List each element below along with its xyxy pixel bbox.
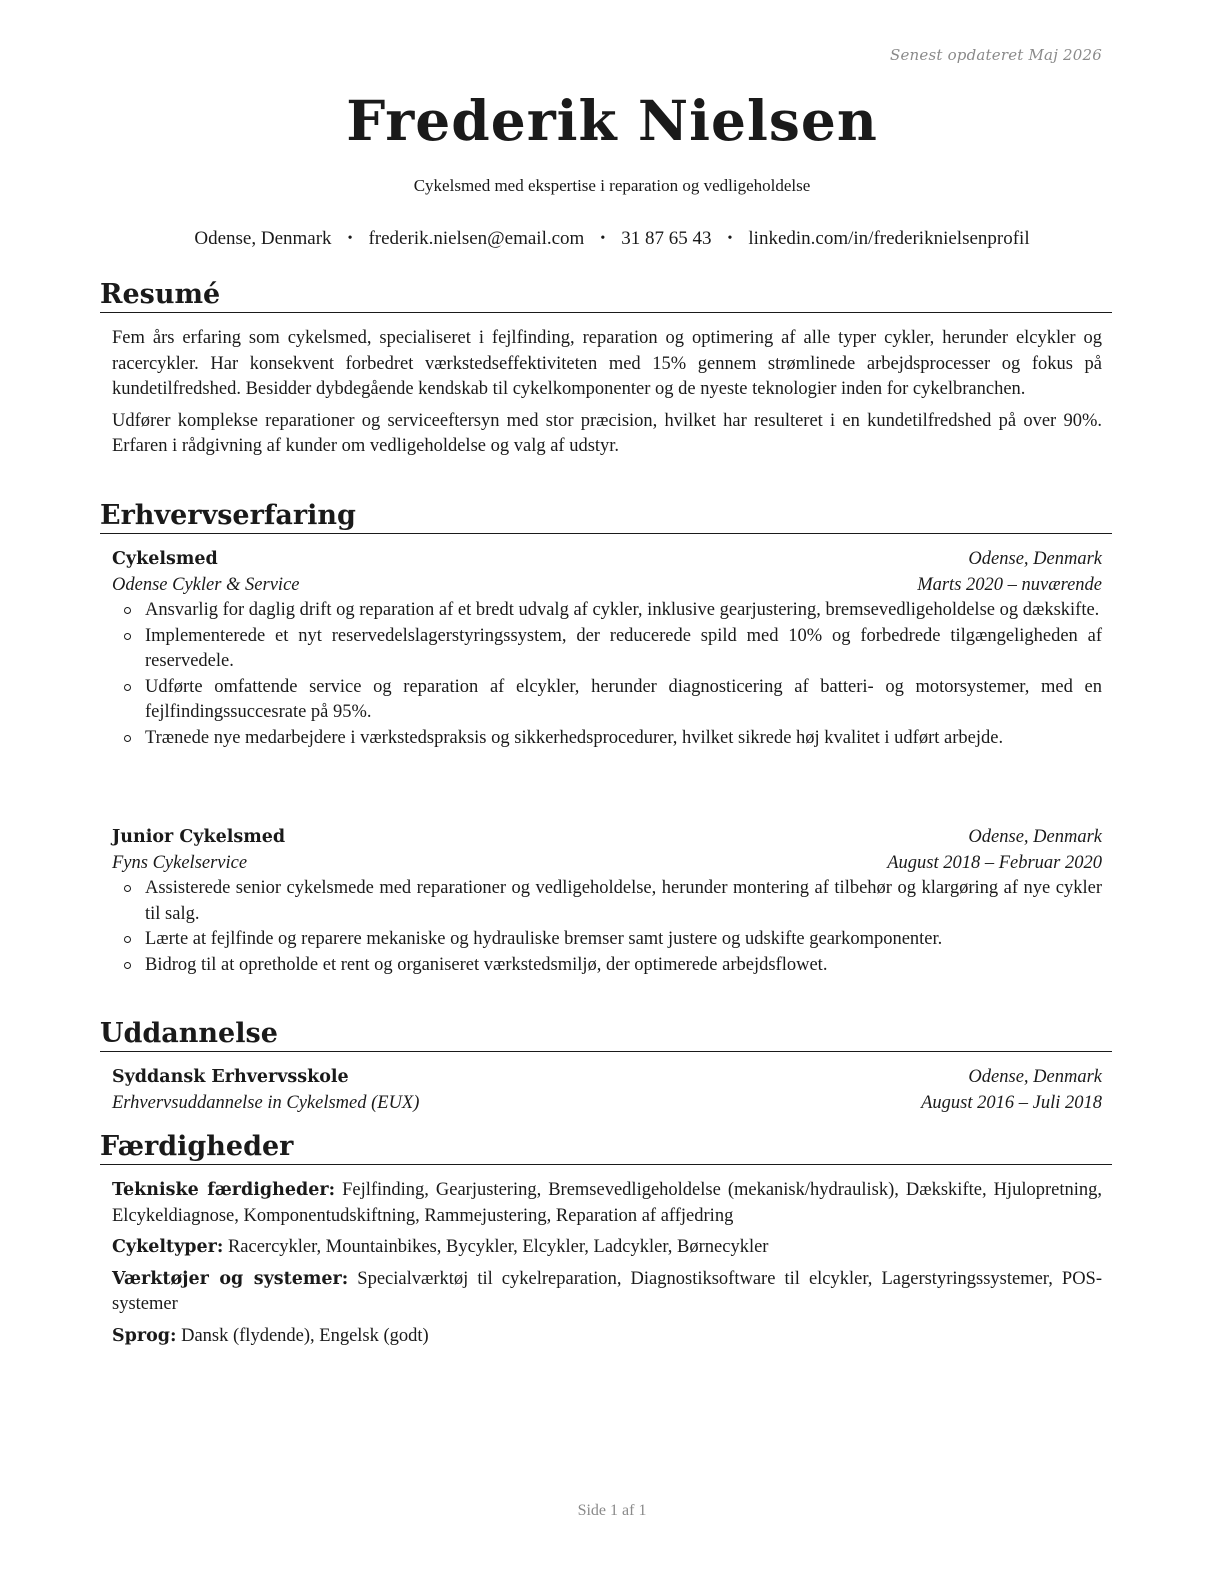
education-entry bbox=[112, 1065, 1102, 1116]
bullet-circle-icon bbox=[124, 633, 131, 640]
skill-group-label: Cykeltyper: bbox=[112, 1237, 224, 1257]
skill-group-value: Specialværktøj til cykelreparation, Diagnostiksoftware til elcykler, Lagerstyringssystemer, POS-systemer bbox=[112, 1268, 1102, 1314]
education-location: Odense, Denmark bbox=[968, 1067, 1102, 1087]
job-dates: August 2018 – Februar 2020 bbox=[887, 852, 1102, 873]
summary-paragraph: Fem års erfaring som cykelsmed, specialiseret i fejlfinding, reparation og optimering af alle typer cykler, herunder elcykler og racercykler. Har konsekvent forbedret værkstedseffektiviteten med 15% gennem strømlinede arbejdsprocesser og fokus på kundetilfredshed. Besidder dybdegående kendskab til cykelkomponenter og de nyeste teknologier inden for cykelbranchen. bbox=[112, 328, 1102, 399]
contact-email[interactable]: frederik.nielsen@email.com bbox=[368, 228, 585, 249]
skill-group-label: Sprog: bbox=[112, 1325, 177, 1346]
skill-group-value: Racercykler, Mountainbikes, Bycykler, Elcykler, Ladcykler, Børnecykler bbox=[227, 1237, 769, 1257]
education-degree: Erhvervsuddannelse in Cykelsmed (EUX) bbox=[112, 1092, 420, 1113]
skill-group-value: Dansk (flydende), Engelsk (godt) bbox=[181, 1325, 429, 1346]
job-role: Cykelsmed bbox=[112, 549, 218, 569]
page-number: Side 1 af 1 bbox=[577, 1502, 647, 1519]
bullet-text: Ansvarlig for daglig drift og reparation af et bredt udvalg af cykler, inklusive gearjustering, bremsevedligeholdelse og dækskifte. bbox=[145, 600, 1100, 620]
job-role: Junior Cykelsmed bbox=[112, 827, 286, 847]
contact-location: Odense, Denmark bbox=[194, 228, 332, 249]
bullet-circle-icon bbox=[124, 684, 131, 691]
section-title-experience: Erhvervserfaring bbox=[100, 499, 1112, 534]
skill-group bbox=[112, 1178, 1102, 1229]
summary-paragraph: Udfører komplekse reparationer og serviceeftersyn med stor præcision, hvilket har resulteret i en kundetilfredshed på over 90%. Erfaren i rådgivning af kunder om vedligeholdelse og valg af udstyr. bbox=[112, 410, 1102, 456]
list-item bbox=[112, 675, 1102, 726]
job-location: Odense, Denmark bbox=[968, 827, 1102, 847]
skill-group-label: Tekniske færdigheder: bbox=[112, 1180, 336, 1200]
job-entry bbox=[112, 547, 1102, 751]
bullet-text: Lærte at fejlfinde og reparere mekaniske og hydrauliske bremser samt justere og udskifte gearkomponenter. bbox=[145, 929, 943, 949]
section-title-education: Uddannelse bbox=[100, 1017, 1112, 1052]
skills-list bbox=[112, 1178, 1102, 1355]
bullet-text: Implementerede et nyt reservedelslagerstyringssystem, der reducerede spild med 10% og forbedrede tilgængeligheden af reservedele. bbox=[145, 625, 1102, 671]
job-company: Odense Cykler & Service bbox=[112, 574, 300, 595]
tagline: Cykelsmed med ekspertise i reparation og vedligeholdelse bbox=[413, 176, 811, 195]
list-item bbox=[112, 598, 1102, 624]
bullet-circle-icon bbox=[124, 962, 131, 969]
education-school: Syddansk Erhvervsskole bbox=[112, 1067, 349, 1087]
skill-group bbox=[112, 1235, 1102, 1261]
list-item bbox=[112, 953, 1102, 979]
contact-line bbox=[0, 228, 1224, 250]
job-dates: Marts 2020 – nuværende bbox=[917, 574, 1102, 595]
bullet-circle-icon bbox=[124, 936, 131, 943]
education-dates: August 2016 – Juli 2018 bbox=[921, 1092, 1102, 1113]
section-title-skills: Færdigheder bbox=[100, 1130, 1112, 1165]
bullet-circle-icon bbox=[124, 735, 131, 742]
candidate-name: Frederik Nielsen bbox=[346, 88, 878, 153]
list-item bbox=[112, 876, 1102, 927]
bullet-circle-icon bbox=[124, 885, 131, 892]
job-bullets bbox=[112, 876, 1102, 978]
separator-bullet: • bbox=[727, 231, 733, 246]
list-item bbox=[112, 927, 1102, 953]
bullet-text: Bidrog til at opretholde et rent og organiseret værkstedsmiljø, der optimerede arbejdsflowet. bbox=[145, 954, 828, 975]
job-bullets bbox=[112, 598, 1102, 751]
contact-linkedin[interactable]: linkedin.com/in/frederiknielsenprofil bbox=[748, 228, 1030, 249]
bullet-text: Udførte omfattende service og reparation af elcykler, herunder diagnosticering af batteri- og motorsystemer, med en fejlfindingssuccesrate på 95%. bbox=[145, 676, 1102, 722]
section-title-summary: Resumé bbox=[100, 278, 1112, 313]
skill-group-label: Værktøjer og systemer: bbox=[112, 1268, 349, 1289]
last-updated: Senest opdateret Maj 2026 bbox=[889, 46, 1102, 64]
skill-group bbox=[112, 1267, 1102, 1318]
skill-group bbox=[112, 1324, 1102, 1350]
separator-bullet: • bbox=[600, 231, 606, 246]
job-company: Fyns Cykelservice bbox=[112, 852, 248, 873]
bullet-text: Assisterede senior cykelsmede med reparationer og vedligeholdelse, herunder montering af tilbehør og klargøring af nye cykler til salg. bbox=[145, 878, 1102, 924]
bullet-circle-icon bbox=[124, 607, 131, 614]
separator-bullet: • bbox=[347, 231, 353, 246]
contact-phone: 31 87 65 43 bbox=[621, 228, 712, 249]
job-entry bbox=[112, 825, 1102, 978]
summary-text bbox=[112, 326, 1102, 466]
bullet-text: Trænede nye medarbejdere i værkstedspraksis og sikkerhedsprocedurer, hvilket sikrede høj kvalitet i udført arbejde. bbox=[145, 727, 1004, 748]
list-item bbox=[112, 726, 1102, 752]
skill-group-value: Fejlfinding, Gearjustering, Bremsevedligeholdelse (mekanisk/hydraulisk), Dækskifte, Hjulopretning, Elcykeldiagnose, Komponentudskiftning, Rammejustering, Reparation af affjedring bbox=[112, 1180, 1102, 1226]
list-item bbox=[112, 624, 1102, 675]
job-location: Odense, Denmark bbox=[968, 549, 1102, 569]
